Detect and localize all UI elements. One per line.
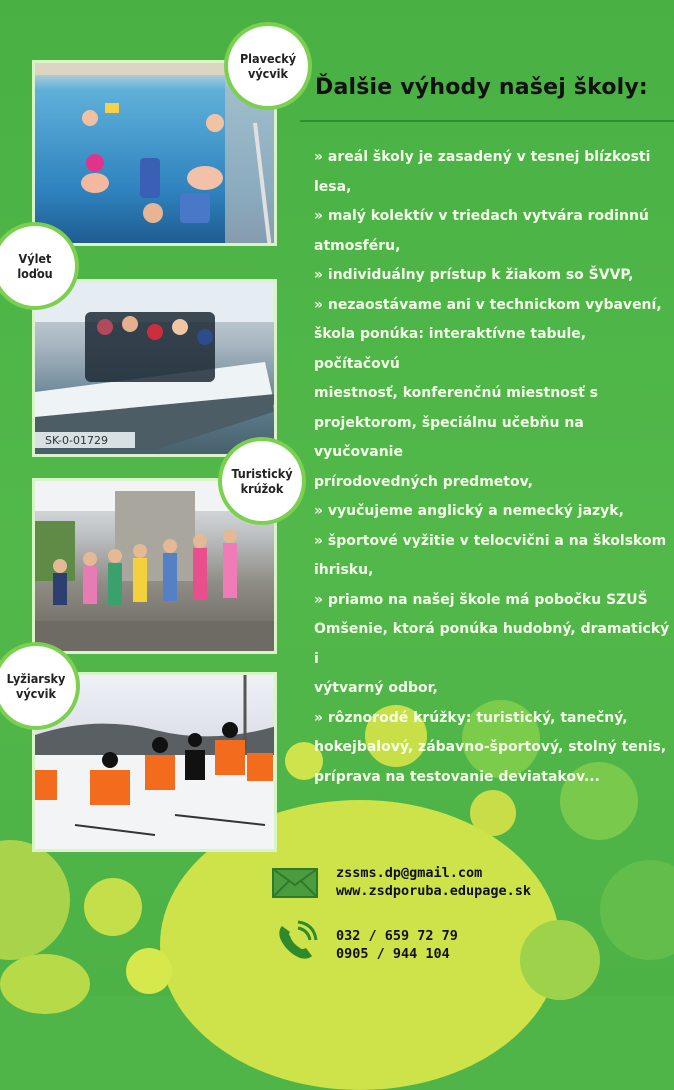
list-item: » malý kolektív v triedach vytvára rodinnú xyxy=(314,208,649,224)
list-item: miestnosť, konferenčnú miestnosť s xyxy=(314,385,599,401)
envelope-icon xyxy=(272,868,318,898)
photo-label-ski: Lyžiarsky výcvik xyxy=(0,646,76,726)
photo-label-boat: Výlet loďou xyxy=(0,226,75,306)
list-item: Omšenie, ktorá ponúka hudobný, dramatický i xyxy=(314,621,670,667)
list-item: » rôznorodé krúžky: turistický, tanečný, xyxy=(314,709,628,726)
photo-label-swimming: Plavecký výcvik xyxy=(228,26,308,106)
list-item: projektorom, špeciálnu učebňu na vyučovanie xyxy=(314,414,584,460)
list-item: » individuálny prístup k žiakom so ŠVVP, xyxy=(314,267,634,283)
list-item: » športové vyžitie v telocvični a na školskom xyxy=(314,532,667,549)
list-item: » vyučujeme anglický a nemecký jazyk, xyxy=(314,503,624,519)
boat-scene xyxy=(35,282,277,457)
page-title: Ďalšie výhody našej školy: xyxy=(315,75,648,100)
phone-number-landline[interactable]: 032 / 659 72 79 xyxy=(336,928,458,944)
title-divider xyxy=(300,120,674,122)
photo-label-tourist: Turistický krúžok xyxy=(222,441,302,521)
list-item: škola ponúka: interaktívne tabule, počítačovú xyxy=(314,326,587,372)
website-link[interactable]: www.zsdporuba.edupage.sk xyxy=(336,883,532,899)
list-item: prírodovedných predmetov, xyxy=(314,473,533,490)
phone-number-mobile[interactable]: 0905 / 944 104 xyxy=(336,946,450,962)
bubble-decoration xyxy=(84,878,142,936)
list-item: ihrisku, xyxy=(314,562,374,578)
list-item: » areál školy je zasadený v tesnej blízkosti lesa, xyxy=(314,149,651,195)
list-item: výtvarný odbor, xyxy=(314,680,438,696)
list-item: hokejbalový, zábavno-športový, stolný tenis, xyxy=(314,739,667,755)
bubble-decoration xyxy=(520,920,600,1000)
list-item: » priamo na našej škole má pobočku SZUŠ xyxy=(314,591,648,608)
phone-icon xyxy=(270,918,320,968)
bubble-decoration xyxy=(126,948,172,994)
list-item: príprava na testovanie deviatakov... xyxy=(314,768,600,785)
list-item: atmosféru, xyxy=(314,237,401,254)
list-item: » nezaostávame ani v technickom vybavení, xyxy=(314,296,662,313)
email-address[interactable]: zssms.dp@gmail.com xyxy=(336,865,483,881)
svg-text:SK-0-01729: SK-0-01729 xyxy=(45,434,108,447)
benefits-list xyxy=(314,143,670,792)
bubble-decoration xyxy=(0,954,90,1014)
boat-trip-photo xyxy=(32,279,277,457)
